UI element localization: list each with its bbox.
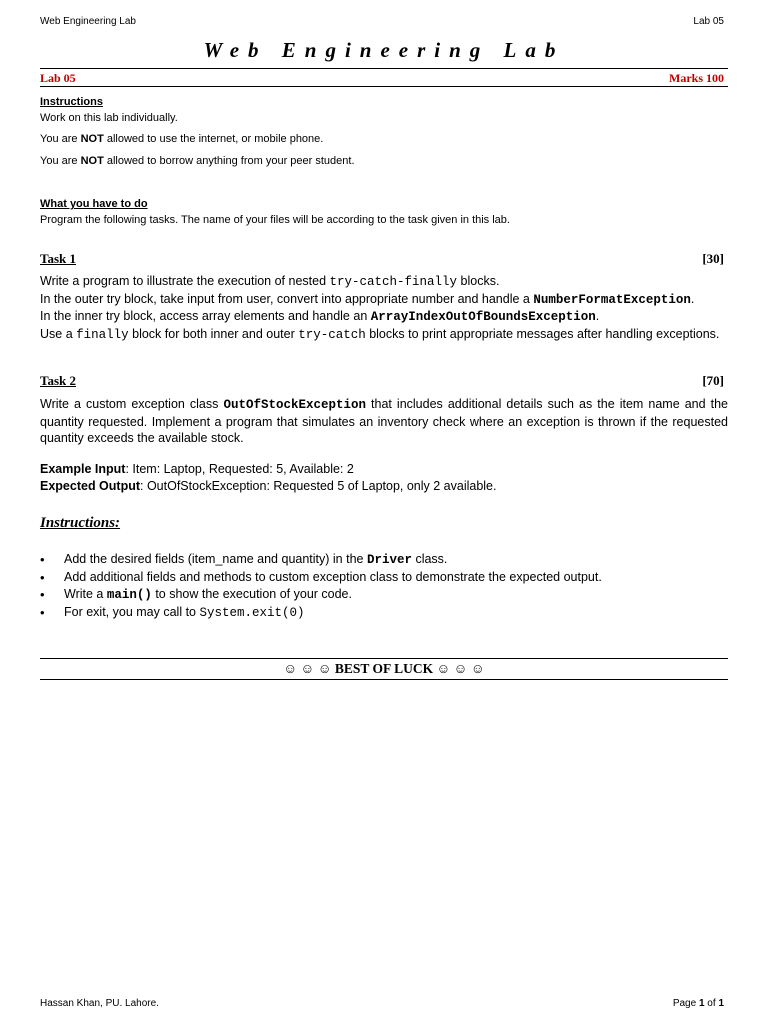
instructions-2-list — [40, 551, 728, 621]
instruction-line-2-not: NOT — [80, 133, 104, 145]
task-2-marks: [70] — [702, 373, 724, 388]
task-1-heading — [40, 251, 724, 267]
title-divider-bottom — [40, 86, 728, 87]
instruction-line-3-not: NOT — [80, 155, 104, 167]
task-2-expected-output — [40, 478, 728, 495]
list-item — [40, 551, 728, 569]
bullet-3-pre: Write a — [64, 587, 107, 601]
expected-output-label: Expected Output — [40, 479, 141, 493]
task-1-marks: [30] — [702, 251, 724, 266]
task-1-line-3-code: ArrayIndexOutOfBoundsException — [370, 310, 596, 324]
task-1-line-3-post: . — [595, 309, 600, 323]
expected-output-text: : OutOfStockException: Requested 5 of Laptop, only 2 available. — [140, 479, 497, 493]
best-of-luck-banner: ☺ ☺ ☺ BEST OF LUCK ☺ ☺ ☺ — [283, 661, 485, 676]
instructions-2-heading: Instructions: — [40, 515, 121, 531]
list-item — [40, 569, 728, 587]
task-1-line-4-post: blocks to print appropriate messages after handling exceptions. — [365, 326, 720, 341]
task-1-line-1-post: blocks. — [457, 274, 500, 288]
list-item — [40, 604, 728, 622]
instructions-heading: Instructions — [40, 96, 103, 108]
example-input-text: : Item: Laptop, Requested: 5, Available: 2 — [125, 462, 354, 476]
lab-number-label: Lab 05 — [40, 71, 76, 85]
bullet-4-pre: For exit, you may call to — [64, 604, 200, 619]
running-header-left: Web Engineering Lab — [40, 16, 136, 27]
task-1-line-1-pre: Write a program to illustrate the execution of nested — [40, 274, 330, 288]
bullet-1-code: Driver — [366, 553, 412, 567]
task-1-line-4-mid: block for both inner and outer — [128, 326, 299, 341]
example-input-label: Example Input — [40, 462, 126, 476]
task-2-heading — [40, 373, 724, 389]
footer-author: Hassan Khan, PU. Lahore. — [40, 998, 159, 1009]
bullet-2-text: Add additional fields and methods to custom exception class to demonstrate the expected output. — [64, 569, 602, 584]
todo-heading: What you have to do — [40, 198, 148, 210]
task-2-name: Task 2 — [40, 373, 77, 388]
footer-of-word: of — [704, 998, 719, 1009]
bullet-4-code: System.exit(0) — [199, 605, 305, 620]
bullet-1-pre: Add the desired fields (item_name and quantity) in the — [64, 552, 367, 566]
task-1-line-4-code-1: finally — [76, 327, 129, 342]
total-marks-label: Marks 100 — [669, 71, 724, 85]
task-1-line-2 — [40, 291, 728, 309]
running-header-right: Lab 05 — [693, 16, 724, 27]
footer-page-num: 1 — [698, 998, 705, 1009]
task-1-line-2-pre: In the outer try block, take input from user, convert into appropriate number and handle a — [40, 291, 534, 306]
instruction-line-3-post: allowed to borrow anything from your peer student. — [103, 155, 355, 167]
task-1-line-1-code: try-catch-finally — [329, 275, 458, 289]
footer-page-total: 1 — [718, 998, 724, 1009]
instruction-line-2-post: allowed to use the internet, or mobile phone. — [103, 133, 324, 145]
task-1-line-4 — [40, 326, 728, 344]
instruction-line-3 — [40, 153, 728, 169]
task-2-desc-code: OutOfStockException — [223, 398, 366, 412]
title-divider-top — [40, 68, 728, 69]
list-item — [40, 586, 728, 604]
instruction-line-2 — [40, 131, 728, 147]
task-2-desc-pre: Write a custom exception class — [40, 397, 224, 411]
footer-page-word: Page — [672, 998, 699, 1009]
todo-section — [40, 196, 728, 228]
task-2-desc-post: that includes additional details such as the item name and the quantity requested. Implement a program that simulates an inventory check where an exception is thrown if the requested quantity exceeds the available stock. — [40, 397, 728, 445]
task-1-line-1 — [40, 273, 728, 291]
task-1-line-2-post: . — [690, 291, 695, 306]
instructions-section — [40, 94, 728, 126]
footer-page-number — [673, 996, 724, 1012]
task-1-line-3 — [40, 308, 728, 326]
task-1-line-4-code-2: try-catch — [298, 327, 366, 342]
instruction-line-1: Work on this lab individually. — [40, 112, 178, 124]
task-1-line-4-pre: Use a — [40, 326, 77, 341]
page-title: Web Engineering Lab — [203, 38, 565, 62]
task-1-body — [40, 273, 728, 343]
todo-text: Program the following tasks. The name of your files will be according to the task given in this lab. — [40, 214, 510, 226]
instruction-line-2-pre: You are — [40, 133, 81, 145]
luck-divider-bottom — [40, 679, 728, 680]
task-2-example-input — [40, 461, 728, 478]
task-1-name: Task 1 — [40, 251, 77, 266]
task-1-line-3-pre: In the inner try block, access array elements and handle an — [40, 309, 371, 323]
task-2-description — [40, 396, 728, 447]
bullet-3-post: to show the execution of your code. — [151, 587, 352, 601]
luck-divider-top — [40, 658, 728, 659]
instruction-line-3-pre: You are — [40, 155, 81, 167]
task-1-line-2-code: NumberFormatException — [533, 292, 691, 307]
bullet-1-post: class. — [411, 552, 448, 566]
bullet-3-code: main() — [106, 588, 152, 602]
